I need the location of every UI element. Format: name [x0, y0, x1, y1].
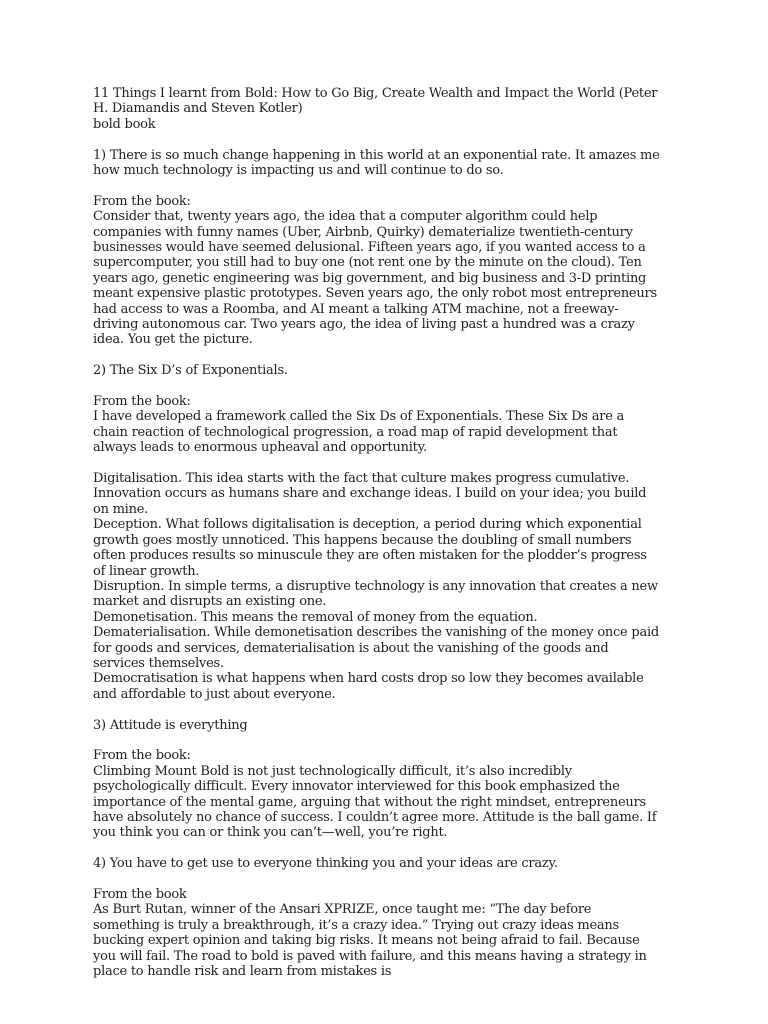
- point-3-heading: 3) Attitude is everything: [93, 717, 248, 733]
- spacer: [93, 733, 661, 748]
- document-title: 11 Things I learnt from Bold: How to Go Big, Create Wealth and Impact the World (Peter H. Diamandis and Steven Kotler): [93, 86, 658, 117]
- point-3-quote: Climbing Mount Bold is not just technologically difficult, it’s also incredibly psychologically difficult. Every innovator interviewed for this book emphasized the importance of the mental game, arguing that without the right mindset, entrepreneurs have absolutely no chance of success. I couldn’t agree more. Attitude is the ball game. If you think you can or think you can’t—well, you’re right.: [93, 763, 657, 841]
- spacer: [93, 132, 661, 147]
- spacer: [93, 456, 661, 471]
- spacer: [93, 841, 661, 856]
- six-ds-demonetisation: Demonetisation. This means the removal of money from the equation.: [93, 609, 538, 625]
- six-ds-deception: Deception. What follows digitalisation is deception, a period during which exponential growth goes mostly unnoticed. This happens because the doubling of small numbers often produces results so minuscule they are often mistaken for the plodder’s progress of linear growth.: [93, 517, 647, 579]
- spacer: [93, 379, 661, 394]
- point-4-from-label: From the book: [93, 886, 187, 902]
- six-ds-dematerialisation: Dematerialisation. While demonetisation describes the vanishing of the money once paid for goods and services, dematerialisation is about the vanishing of the goods and services themselves.: [93, 625, 659, 671]
- spacer: [93, 872, 661, 887]
- point-4-heading: 4) You have to get use to everyone thinking you and your ideas are crazy.: [93, 856, 558, 872]
- spacer: [93, 348, 661, 363]
- point-3-from-label: From the book:: [93, 748, 191, 764]
- point-2-heading: 2) The Six D’s of Exponentials.: [93, 363, 288, 379]
- six-ds-disruption: Disruption. In simple terms, a disruptive technology is any innovation that creates a new market and disrupts an existing one.: [93, 578, 658, 610]
- point-2-from-label: From the book:: [93, 394, 191, 410]
- point-1-heading: 1) There is so much change happening in this world at an exponential rate. It amazes me how much technology is impacting us and will continue to do so.: [93, 147, 660, 179]
- document-tag: bold book: [93, 116, 156, 132]
- spacer: [93, 702, 661, 717]
- point-2-quote: I have developed a framework called the Six Ds of Exponentials. These Six Ds are a chain reaction of technological progression, a road map of rapid development that always leads to enormous upheaval and opportunity.: [93, 409, 625, 456]
- document-body: [93, 86, 661, 979]
- six-ds-democratisation: Democratisation is what happens when hard costs drop so low they becomes available and affordable to just about everyone.: [93, 671, 644, 702]
- point-1-from-label: From the book:: [93, 193, 191, 209]
- six-ds-digitalisation: Digitalisation. This idea starts with the fact that culture makes progress cumulative. Innovation occurs as humans share and exchange ideas. I build on your idea; you build on mine.: [93, 471, 647, 517]
- spacer: [93, 178, 661, 193]
- point-1-quote: Consider that, twenty years ago, the idea that a computer algorithm could help companies with funny names (Uber, Airbnb, Quirky) dematerialize twentieth-century businesses would have seemed delusional. Fifteen years ago, if you wanted access to a supercomputer, you still had to buy one (not rent one by the minute on the cloud). Ten years ago, genetic engineering was big government, and big business and 3-D printing meant expensive plastic prototypes. Seven years ago, the only robot most entrepreneurs had access to was a Roomba, and AI meant a talking ATM machine, not a freeway-driving autonomous car. Two years ago, the idea of living past a hundred was a crazy idea. You get the picture.: [93, 209, 657, 348]
- point-4-quote: As Burt Rutan, winner of the Ansari XPRIZE, once taught me: “The day before something is truly a breakthrough, it’s a crazy idea.” Trying out crazy ideas means bucking expert opinion and taking big risks. It means not being afraid to fail. Because you will fail. The road to bold is paved with failure, and this means having a strategy in place to handle risk and learn from mistakes is: [93, 902, 647, 980]
